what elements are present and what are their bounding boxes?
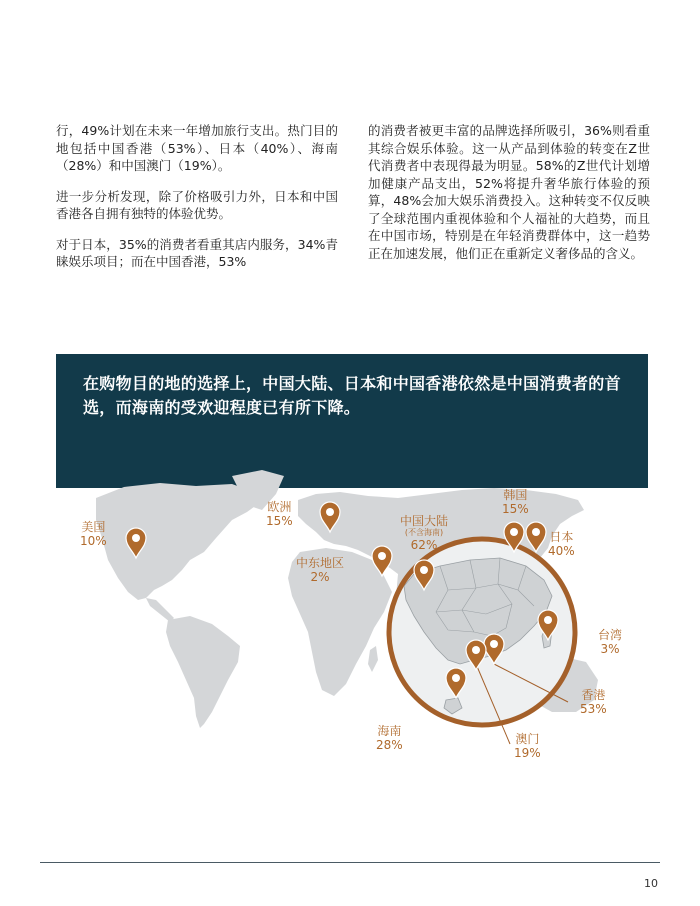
japan-label [548,530,575,558]
paragraph: 的消费者被更丰富的品牌选择所吸引，36%则看重其综合娱乐体验。这一从产品到体验的转变在Z世代消费者中表现得最为明显。58%的Z世代计划增加健康产品支出，52%将提升奢华旅行体验的预算，48%会加大娱乐消费投入。这种转变不仅反映了全球范围内重视体验和个人福祉的大趋势，而且在中国市场，特别是在年轻消费群体中，这一趋势正在加速发展，他们正在重新定义奢侈品的含义。 [368,123,650,261]
paragraph: 对于日本，35%的消费者看重其店内服务，34%青睐娱乐项目；而在中国香港，53% [56,236,338,269]
location-name: 韩国 [503,488,528,502]
location-percentage: 2% [310,570,330,584]
paragraph: 进一步分析发现，除了价格吸引力外，日本和中国香港各自拥有独特的体验优势。 [56,188,338,221]
location-percentage: 15% [266,514,293,528]
location-name: 香港 [581,688,606,702]
location-percentage: 15% [502,502,529,516]
location-note: (不含海南) [404,528,444,537]
usa-label [80,520,107,548]
hongkong-label [580,688,607,716]
location-percentage: 53% [580,702,607,716]
mainland-label [400,514,448,552]
central-america-landmass [146,598,174,622]
paragraph: 行，49%计划在未来一年增加旅行支出。热门目的地包括中国香港（53%）、日本（40%）、海南（28%）和中国澳门（19%）。 [56,123,338,173]
banner-text: 在购物目的地的选择上，中国大陆、日本和中国香港依然是中国消费者的首选，而海南的受欢迎程度已有所下降。 [83,374,621,417]
location-name: 美国 [81,520,106,534]
korea-label [502,488,529,516]
location-percentage: 3% [600,642,620,656]
location-name: 日本 [549,530,574,544]
south-america-landmass [166,616,240,728]
location-percentage: 19% [514,746,541,760]
location-name: 澳门 [515,732,540,746]
europe-label [266,500,293,528]
location-name: 中国大陆 [400,514,449,528]
macau-label [514,732,541,760]
north-america-landmass [96,483,258,600]
taiwan-label [598,628,622,656]
page-number: 10 [644,877,658,890]
location-name: 欧洲 [267,500,292,514]
location-percentage: 28% [376,738,403,752]
location-percentage: 40% [548,544,575,558]
location-name: 海南 [377,724,402,738]
footer-rule [40,862,660,863]
middle-east-label [296,556,344,584]
location-name: 台湾 [598,628,623,642]
location-percentage: 10% [80,534,107,548]
location-percentage: 62% [410,538,438,552]
location-name: 中东地区 [296,556,345,570]
madagascar-landmass [368,646,378,672]
hainan-label [376,724,403,752]
